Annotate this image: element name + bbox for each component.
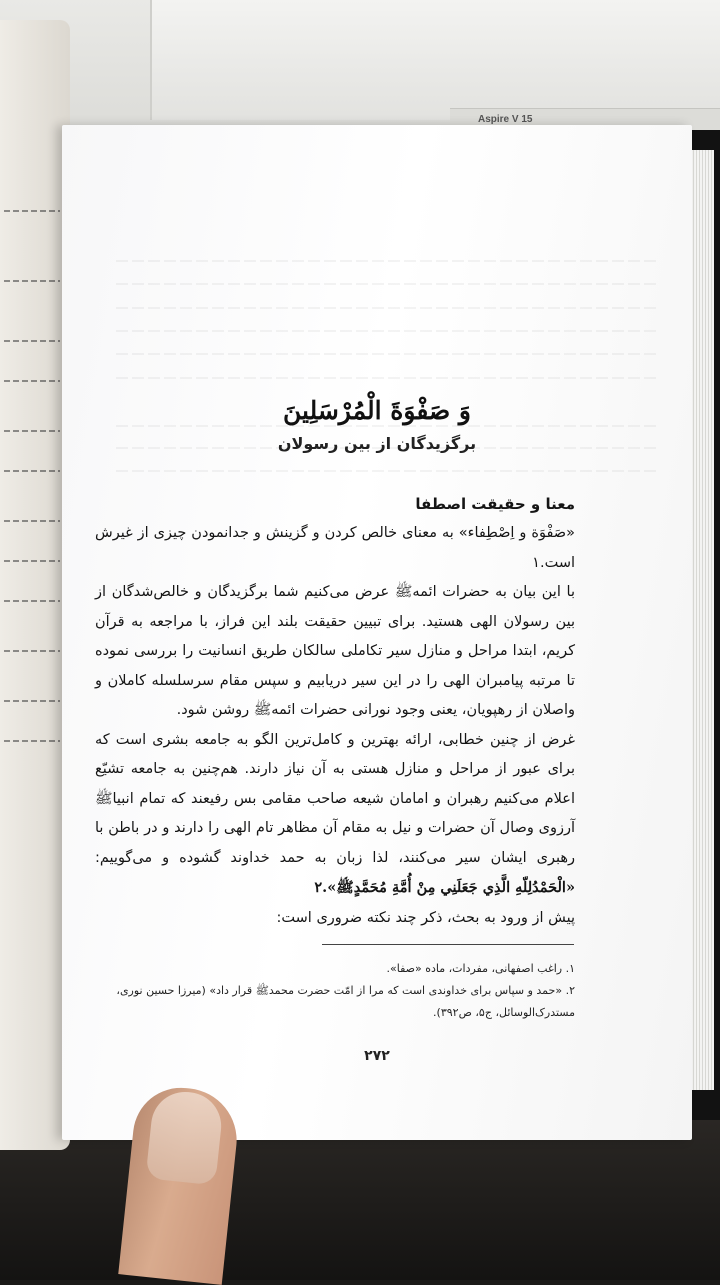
section-heading: معنا و حقیقت اصطفا <box>415 495 575 513</box>
page-subtitle: برگزیدگان از بین رسولان <box>277 434 477 453</box>
paragraph-intro: پیش از ورود به بحث، ذکر چند نکته ضروری است: <box>276 909 575 926</box>
paragraph-explanation: با این بیان به حضرات ائمهﷺ عرض می‌کنیم شما برگزیدگان و خالص‌شدگان از بین رسولان الهی هستید. برای تبیین حقیقت بلند این فراز، با مراجعه به قرآن کریم، ابتدا مراحل و منازل سیر تکاملی سالکان طریق انسانیت را بررسی نموده تا مرتبه پیامبران الهی را در این سیر دریابیم و سپس مقام سرسلسله کاملان و واصلان از رهپویان، یعنی وجود نورانی حضرات ائمهﷺ روشن شود. <box>95 584 575 718</box>
page-number: ۲۷۲ <box>364 1048 390 1064</box>
paragraph-purpose <box>95 726 575 904</box>
footnotes <box>95 958 575 1024</box>
hadith-quote: «الْحَمْدُلِلّهِ الَّذِي جَعَلَنِي مِنْ أُمَّةِ مُحَمَّدٍﷺ».۲ <box>314 879 575 896</box>
floor-background <box>0 1120 720 1280</box>
footnote-divider <box>322 944 574 945</box>
paragraph-definition: «صَفْوَة و اِصْطِفاء» به معنای خالص کردن و گزینش و جدانمودن چیزی از غیرش است.۱ <box>95 525 575 571</box>
previous-page <box>0 20 70 1150</box>
footnote-1: ۱. راغب اصفهانی، مفردات، ماده «صفا». <box>386 962 575 975</box>
paragraph-purpose-text: غرض از چنین خطابی، ارائه بهترین و کامل‌ترین الگو به جامعه بشری است که برای عبور از مراحل و منازل هستی به آن نیاز دارند. هم‌چنین به جامعه تشیّع اعلام می‌کنیم رهبران و امامان شیعه صاحب مقامی بس رفیعند که تمام انبیاﷺ آرزوی وصال آن حضرات و نیل به مقام آن مظاهر تام الهی را دارند و در باطن با رهبری ایشان سیر می‌کنند، لذا زبان به حمد خداوند گشوده و می‌گوییم: <box>95 731 575 866</box>
laptop-lid <box>150 0 720 120</box>
laptop-brand-label: Aspire V 15 <box>478 114 533 125</box>
body-text <box>95 495 575 933</box>
page-title: وَ صَفْوَةَ الْمُرْسَلِينَ <box>283 396 471 425</box>
footnote-2: ۲. «حمد و سپاس برای خداوندی است که مرا از امّت حضرت محمدﷺ قرار داد» (میرزا حسین نوری، مستدرک‌الوسائل، ج۵، ص۳۹۲). <box>116 984 575 1019</box>
